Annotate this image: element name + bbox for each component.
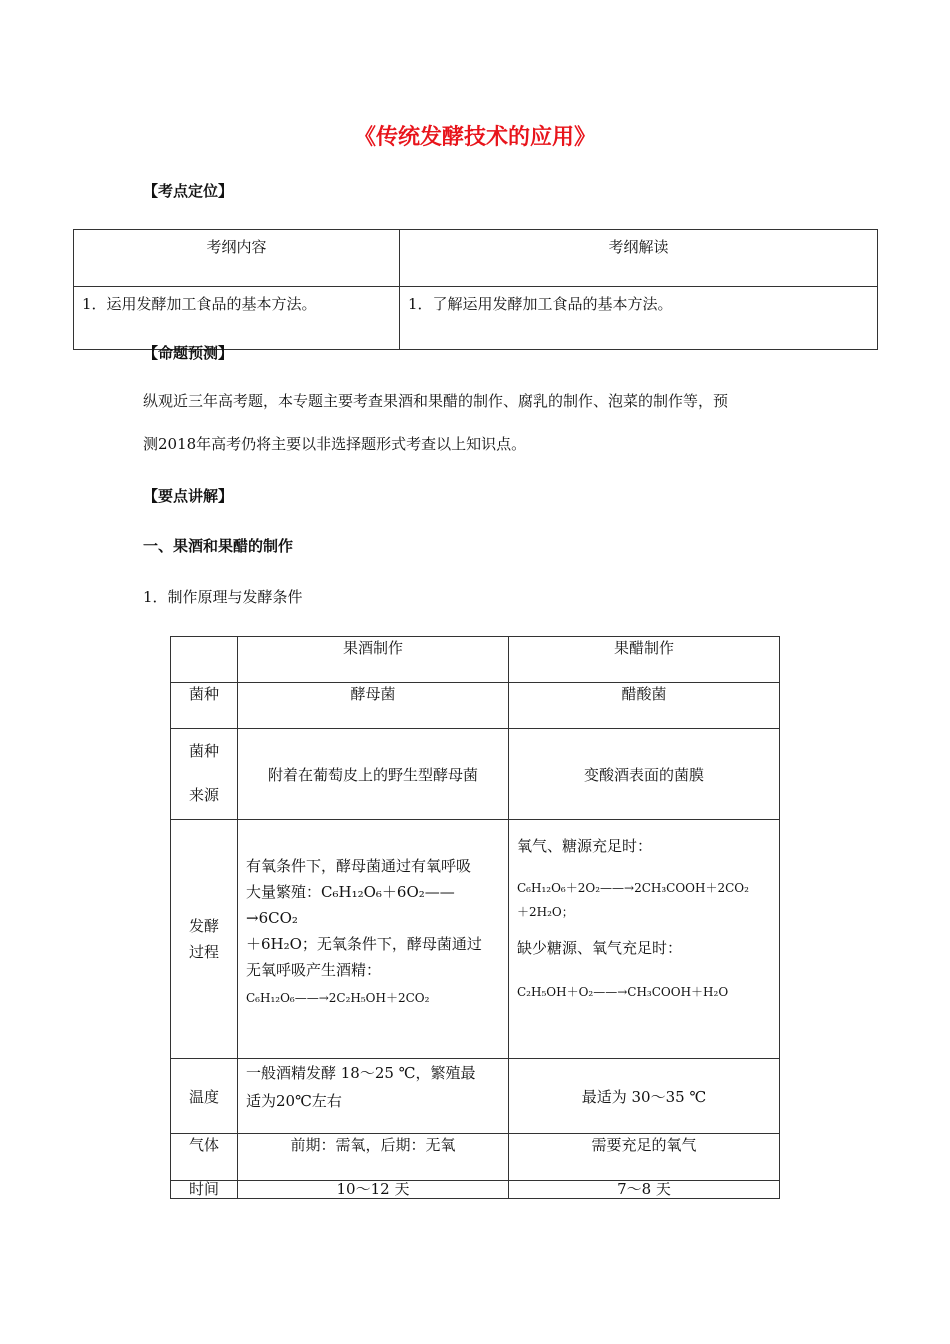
table-row [171,1059,780,1134]
row-label-line: 来源 [188,786,219,804]
table-row [171,820,780,1059]
table-cell: 醋酸菌 [509,683,780,729]
row-label: 菌种 [171,683,238,729]
row-label: 温度 [171,1059,238,1134]
cell-line: C₂H₅OH＋O₂——→CH₃COOH＋H₂O [517,985,729,999]
table-row [74,230,878,287]
table-cell: 1．运用发酵加工食品的基本方法。 [74,287,400,350]
col-header-wine: 果酒制作 [342,639,403,657]
table-cell: 前期：需氧，后期：无氧 [238,1134,509,1181]
table-header-cell: 考纲解读 [400,230,878,287]
table-cell [238,820,509,1059]
row-label-line: 发酵 [188,917,219,935]
cell-line: 无氧呼吸产生酒精： [246,961,382,979]
cell-line: 适为20℃左右 [246,1092,342,1110]
cell-line: 氧气、糖源充足时： [517,837,653,855]
section-positioning-heading: 【考点定位】 [143,182,234,200]
table-cell [171,637,238,683]
table-row [171,1134,780,1181]
table-cell: 7～8 天 [509,1181,780,1199]
col-header-vinegar: 果醋制作 [613,639,674,657]
table-cell [238,1059,509,1134]
table-cell: 最适为 30～35 ℃ [509,1059,780,1134]
fermentation-table [170,636,780,1199]
table-row [74,287,878,350]
table-row [171,683,780,729]
subsection-heading: 一、果酒和果醋的制作 [143,537,294,555]
table-cell [509,820,780,1059]
row-label: 时间 [171,1181,238,1199]
cell-line: 有氧条件下，酵母菌通过有氧呼吸 [246,857,472,875]
section-prediction-heading: 【命题预测】 [143,344,234,362]
table-header-cell [509,637,780,683]
table-cell: 变酸酒表面的菌膜 [509,729,780,820]
row-label-line: 过程 [188,943,219,961]
cell-line: C₆H₁₂O₆——→2C₂H₅OH＋2CO₂ [246,991,430,1005]
cell-line: C₆H₁₂O₆＋2O₂——→2CH₃COOH＋2CO₂ [517,881,749,895]
section-points-heading: 【要点讲解】 [143,487,234,505]
row-label [171,820,238,1059]
item-heading: 1．制作原理与发酵条件 [143,588,303,606]
table-cell: 附着在葡萄皮上的野生型酵母菌 [238,729,509,820]
table-cell: 10～12 天 [238,1181,509,1199]
cell-line: 缺少糖源、氧气充足时： [517,939,683,957]
prediction-line-1: 纵观近三年高考题，本专题主要考查果酒和果醋的制作、腐乳的制作、泡菜的制作等，预 [143,392,729,410]
table-cell: 需要充足的氧气 [509,1134,780,1181]
cell-line: ＋6H₂O；无氧条件下，酵母菌通过 [246,935,482,953]
table-row [171,637,780,683]
prediction-line-2: 测2018年高考仍将主要以非选择题形式考查以上知识点。 [143,435,527,453]
table-header-cell: 考纲内容 [74,230,400,287]
row-label [171,729,238,820]
row-label: 气体 [171,1134,238,1181]
cell-line: 大量繁殖：C₆H₁₂O₆＋6O₂——→6CO₂ [246,883,455,927]
table-header-cell [238,637,509,683]
table-cell: 1．了解运用发酵加工食品的基本方法。 [400,287,878,350]
table-row [171,1181,780,1199]
page-title: 《传统发酵技术的应用》 [353,125,596,150]
row-label-line: 菌种 [188,742,219,760]
cell-line: ＋2H₂O； [517,905,574,919]
table-cell: 酵母菌 [238,683,509,729]
syllabus-table [73,229,878,350]
table-row [171,729,780,820]
cell-line: 一般酒精发酵 18～25 ℃，繁殖最 [246,1064,476,1082]
